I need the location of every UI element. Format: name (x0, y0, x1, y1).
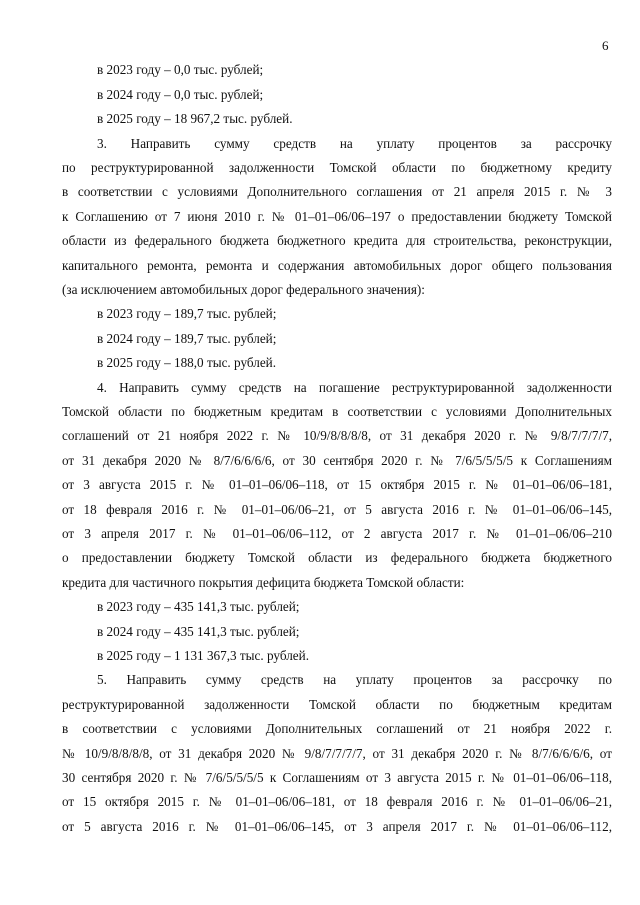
amount-line: в 2024 году – 0,0 тыс. рублей; (97, 87, 264, 102)
paragraph-line: соглашений от 21 ноября 2022 г. № 10/9/8/8/8/8, от 31 декабря 2020 г. № 9/8/7/7/7/7, (62, 428, 612, 443)
amount-line: в 2023 году – 189,7 тыс. рублей; (97, 306, 277, 321)
amount-line: в 2025 году – 1 131 367,3 тыс. рублей. (97, 648, 309, 663)
paragraph-line: от 3 августа 2015 г. № 01–01–06/06–118, от 15 октября 2015 г. № 01–01–06/06–181, (62, 477, 612, 492)
paragraph-line: 5. Направить сумму средств на уплату процентов за рассрочку по (97, 672, 612, 687)
paragraph-line: 4. Направить сумму средств на погашение реструктурированной задолженности (97, 380, 612, 395)
paragraph-line: области из федерального бюджета бюджетного кредита для строительства, реконструкции, (62, 233, 612, 248)
amount-line: в 2023 году – 0,0 тыс. рублей; (97, 62, 264, 77)
paragraph-line: от 3 апреля 2017 г. № 01–01–06/06–112, от 2 августа 2017 г. № 01–01–06/06–210 (62, 526, 612, 541)
paragraph-line: к Соглашению от 7 июня 2010 г. № 01–01–06/06–197 о предоставлении бюджету Томской (62, 209, 612, 224)
paragraph-line: в соответствии с условиями Дополнительного соглашения от 21 апреля 2015 г. № 3 (62, 184, 612, 199)
amount-line: в 2023 году – 435 141,3 тыс. рублей; (97, 599, 300, 614)
paragraph-line: от 18 февраля 2016 г. № 01–01–06/06–21, от 5 августа 2016 г. № 01–01–06/06–145, (62, 502, 612, 517)
paragraph-line: кредита для частичного покрытия дефицита бюджета Томской области: (62, 575, 465, 590)
paragraph-line: от 5 августа 2016 г. № 01–01–06/06–145, от 3 апреля 2017 г. № 01–01–06/06–112, (62, 819, 612, 834)
paragraph-line: от 15 октября 2015 г. № 01–01–06/06–181, от 18 февраля 2016 г. № 01–01–06/06–21, (62, 794, 612, 809)
page-number: 6 (602, 38, 609, 53)
amount-line: в 2024 году – 435 141,3 тыс. рублей; (97, 624, 300, 639)
paragraph-line: от 31 декабря 2020 № 8/7/6/6/6/6, от 30 сентября 2020 г. № 7/6/5/5/5/5 к Соглашениям (62, 453, 612, 468)
paragraph-line: реструктурированной задолженности Томской области по бюджетным кредитам (62, 697, 612, 712)
paragraph-line: капитального ремонта, ремонта и содержания автомобильных дорог общего пользования (62, 258, 612, 273)
paragraph-line: в соответствии с условиями Дополнительных соглашений от 21 ноября 2022 г. (62, 721, 612, 736)
paragraph-line: 3. Направить сумму средств на уплату процентов за рассрочку (97, 136, 612, 151)
paragraph-line: (за исключением автомобильных дорог федерального значения): (62, 282, 425, 297)
amount-line: в 2025 году – 188,0 тыс. рублей. (97, 355, 277, 370)
paragraph-line: Томской области по бюджетным кредитам в соответствии с условиями Дополнительных (62, 404, 612, 419)
paragraph-line: 30 сентября 2020 г. № 7/6/5/5/5/5 к Соглашениям от 3 августа 2015 г. № 01–01–06/06–118, (62, 770, 612, 785)
paragraph-line: № 10/9/8/8/8/8, от 31 декабря 2020 № 9/8/7/7/7/7, от 31 декабря 2020 г. № 8/7/6/6/6/6, от (62, 746, 612, 761)
paragraph-line: о предоставлении бюджету Томской области из федерального бюджета бюджетного (62, 550, 612, 565)
amount-line: в 2024 году – 189,7 тыс. рублей; (97, 331, 277, 346)
amount-line: в 2025 году – 18 967,2 тыс. рублей. (97, 111, 293, 126)
paragraph-line: по реструктурированной задолженности Томской области по бюджетному кредиту (62, 160, 612, 175)
